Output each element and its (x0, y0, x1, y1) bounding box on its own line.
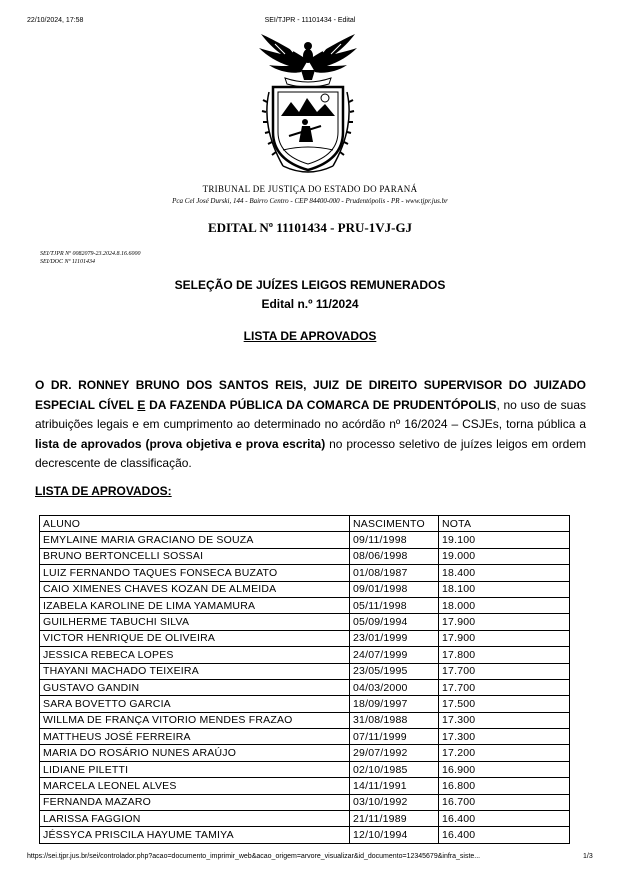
table-row (40, 647, 570, 663)
cell-birth-date: 08/06/1998 (350, 548, 439, 564)
cell-birth-date: 01/08/1987 (350, 565, 439, 581)
table-row (40, 745, 570, 761)
cell-birth-date: 07/11/1999 (350, 729, 439, 745)
table-row (40, 778, 570, 794)
cell-score: 17.700 (439, 679, 570, 695)
table-row (40, 696, 570, 712)
cell-student-name: IZABELA KAROLINE DE LIMA YAMAMURA (40, 597, 350, 613)
body-text-1: , no uso de suas atribuições legais e em cumprimento ao determinado no acórdão nº 16/2024 – CSJEs, torna pública a (35, 397, 586, 431)
cell-student-name: MARIA DO ROSÁRIO NUNES ARAÚJO (40, 745, 350, 761)
table-row (40, 548, 570, 564)
cell-score: 17.700 (439, 663, 570, 679)
print-url: https://sei.tjpr.jus.br/sei/controlador.php?acao=documento_imprimir_web&acao_origem=arvore_visualizar&id_documento=12345679&infra_siste... (27, 853, 481, 860)
body-text-2: no processo seletivo de juízes leigos em ordem decrescente de classificação. (35, 436, 586, 470)
cell-birth-date: 23/01/1999 (350, 630, 439, 646)
cell-score: 16.400 (439, 811, 570, 827)
edital-number: EDITAL Nº 11101434 - PRU-1VJ-GJ (207, 220, 413, 235)
cell-birth-date: 04/03/2000 (350, 679, 439, 695)
table-row (40, 614, 570, 630)
table-row (40, 630, 570, 646)
judge-intro-end: DA FAZENDA PÚBLICA DA COMARCA DE PRUDENTÓPOLIS (145, 397, 497, 412)
list-title: LISTA DE APROVADOS (243, 329, 377, 343)
cell-birth-date: 21/11/1989 (350, 811, 439, 827)
cell-score: 16.700 (439, 794, 570, 810)
cell-student-name: GUILHERME TABUCHI SILVA (40, 614, 350, 630)
cell-student-name: THAYANI MACHADO TEIXEIRA (40, 663, 350, 679)
cell-student-name: VICTOR HENRIQUE DE OLIVEIRA (40, 630, 350, 646)
cell-score: 17.300 (439, 729, 570, 745)
cell-birth-date: 24/07/1999 (350, 647, 439, 663)
cell-student-name: GUSTAVO GANDIN (40, 679, 350, 695)
cell-student-name: BRUNO BERTONCELLI SOSSAI (40, 548, 350, 564)
table-row (40, 581, 570, 597)
cell-score: 19.000 (439, 548, 570, 564)
print-datetime: 22/10/2024, 17:58 (27, 17, 84, 24)
cell-student-name: JÉSSYCA PRISCILA HAYUME TAMIYA (40, 827, 350, 843)
table-row (40, 663, 570, 679)
table-row (40, 794, 570, 810)
cell-birth-date: 18/09/1997 (350, 696, 439, 712)
cell-student-name: WILLMA DE FRANÇA VITORIO MENDES FRAZAO (40, 712, 350, 728)
table-header-row (40, 516, 570, 532)
cell-student-name: FERNANDA MAZARO (40, 794, 350, 810)
approved-list-heading: LISTA DE APROVADOS: (35, 484, 172, 498)
cell-student-name: MATTHEUS JOSÉ FERREIRA (40, 729, 350, 745)
cell-student-name: CAIO XIMENES CHAVES KOZAN DE ALMEIDA (40, 581, 350, 597)
cell-student-name: LUIZ FERNANDO TAQUES FONSECA BUZATO (40, 565, 350, 581)
cell-birth-date: 14/11/1991 (350, 778, 439, 794)
cell-birth-date: 05/09/1994 (350, 614, 439, 630)
court-name: TRIBUNAL DE JUSTIÇA DO ESTADO DO PARANÁ (202, 184, 418, 194)
cell-score: 19.100 (439, 532, 570, 548)
cell-birth-date: 09/01/1998 (350, 581, 439, 597)
court-address: Pca Cel José Durski, 144 - Bairro Centro - CEP 84400-000 - Prudentópolis - PR - www.tjpr.jus.br (172, 197, 448, 205)
edital-body-paragraph (35, 376, 586, 474)
cell-score: 18.100 (439, 581, 570, 597)
cell-score: 16.900 (439, 761, 570, 777)
cell-student-name: LIDIANE PILETTI (40, 761, 350, 777)
cell-birth-date: 02/10/1985 (350, 761, 439, 777)
body-list-phrase: lista de aprovados (prova objetiva e prova escrita) (35, 436, 326, 451)
cell-score: 17.900 (439, 614, 570, 630)
judge-intro-e: E (137, 397, 146, 412)
cell-student-name: SARA BOVETTO GARCIA (40, 696, 350, 712)
cell-score: 17.900 (439, 630, 570, 646)
cell-student-name: JESSICA REBECA LOPES (40, 647, 350, 663)
print-page-title: SEI/TJPR - 11101434 - Edital (264, 17, 356, 24)
cell-birth-date: 12/10/1994 (350, 827, 439, 843)
cell-score: 17.300 (439, 712, 570, 728)
cell-birth-date: 23/05/1995 (350, 663, 439, 679)
table-row (40, 729, 570, 745)
table-row (40, 565, 570, 581)
judge-intro: O DR. RONNEY BRUNO DOS SANTOS REIS, JUIZ DE DIREITO SUPERVISOR DO JUIZADO ESPECIAL CÍVEL (35, 378, 586, 412)
selection-title: SELEÇÃO DE JUÍZES LEIGOS REMUNERADOS (174, 278, 446, 292)
sei-process-number: SEI/TJPR Nº 0082079-23.2024.8.16.6000 (40, 251, 141, 257)
sei-document-number: SEI/DOC Nº 11101434 (40, 259, 95, 265)
cell-score: 18.400 (439, 565, 570, 581)
cell-score: 16.800 (439, 778, 570, 794)
cell-birth-date: 31/08/1988 (350, 712, 439, 728)
table-row (40, 761, 570, 777)
cell-student-name: MARCELA LEONEL ALVES (40, 778, 350, 794)
edital-subtitle: Edital n.º 11/2024 (261, 297, 359, 311)
cell-score: 17.800 (439, 647, 570, 663)
approved-candidates-table (39, 515, 570, 844)
table-row (40, 712, 570, 728)
table-row (40, 597, 570, 613)
table-row (40, 532, 570, 548)
header-student: ALUNO (40, 516, 350, 532)
cell-birth-date: 03/10/1992 (350, 794, 439, 810)
cell-score: 18.000 (439, 597, 570, 613)
table-row (40, 827, 570, 843)
court-coat-of-arms-icon (255, 32, 361, 180)
print-page-number: 1/3 (583, 853, 593, 860)
cell-birth-date: 29/07/1992 (350, 745, 439, 761)
cell-birth-date: 09/11/1998 (350, 532, 439, 548)
cell-score: 17.200 (439, 745, 570, 761)
cell-score: 16.400 (439, 827, 570, 843)
cell-student-name: EMYLAINE MARIA GRACIANO DE SOUZA (40, 532, 350, 548)
header-score: NOTA (439, 516, 570, 532)
cell-birth-date: 05/11/1998 (350, 597, 439, 613)
cell-student-name: LARISSA FAGGION (40, 811, 350, 827)
cell-score: 17.500 (439, 696, 570, 712)
table-row (40, 679, 570, 695)
table-row (40, 811, 570, 827)
header-birth-date: NASCIMENTO (350, 516, 439, 532)
